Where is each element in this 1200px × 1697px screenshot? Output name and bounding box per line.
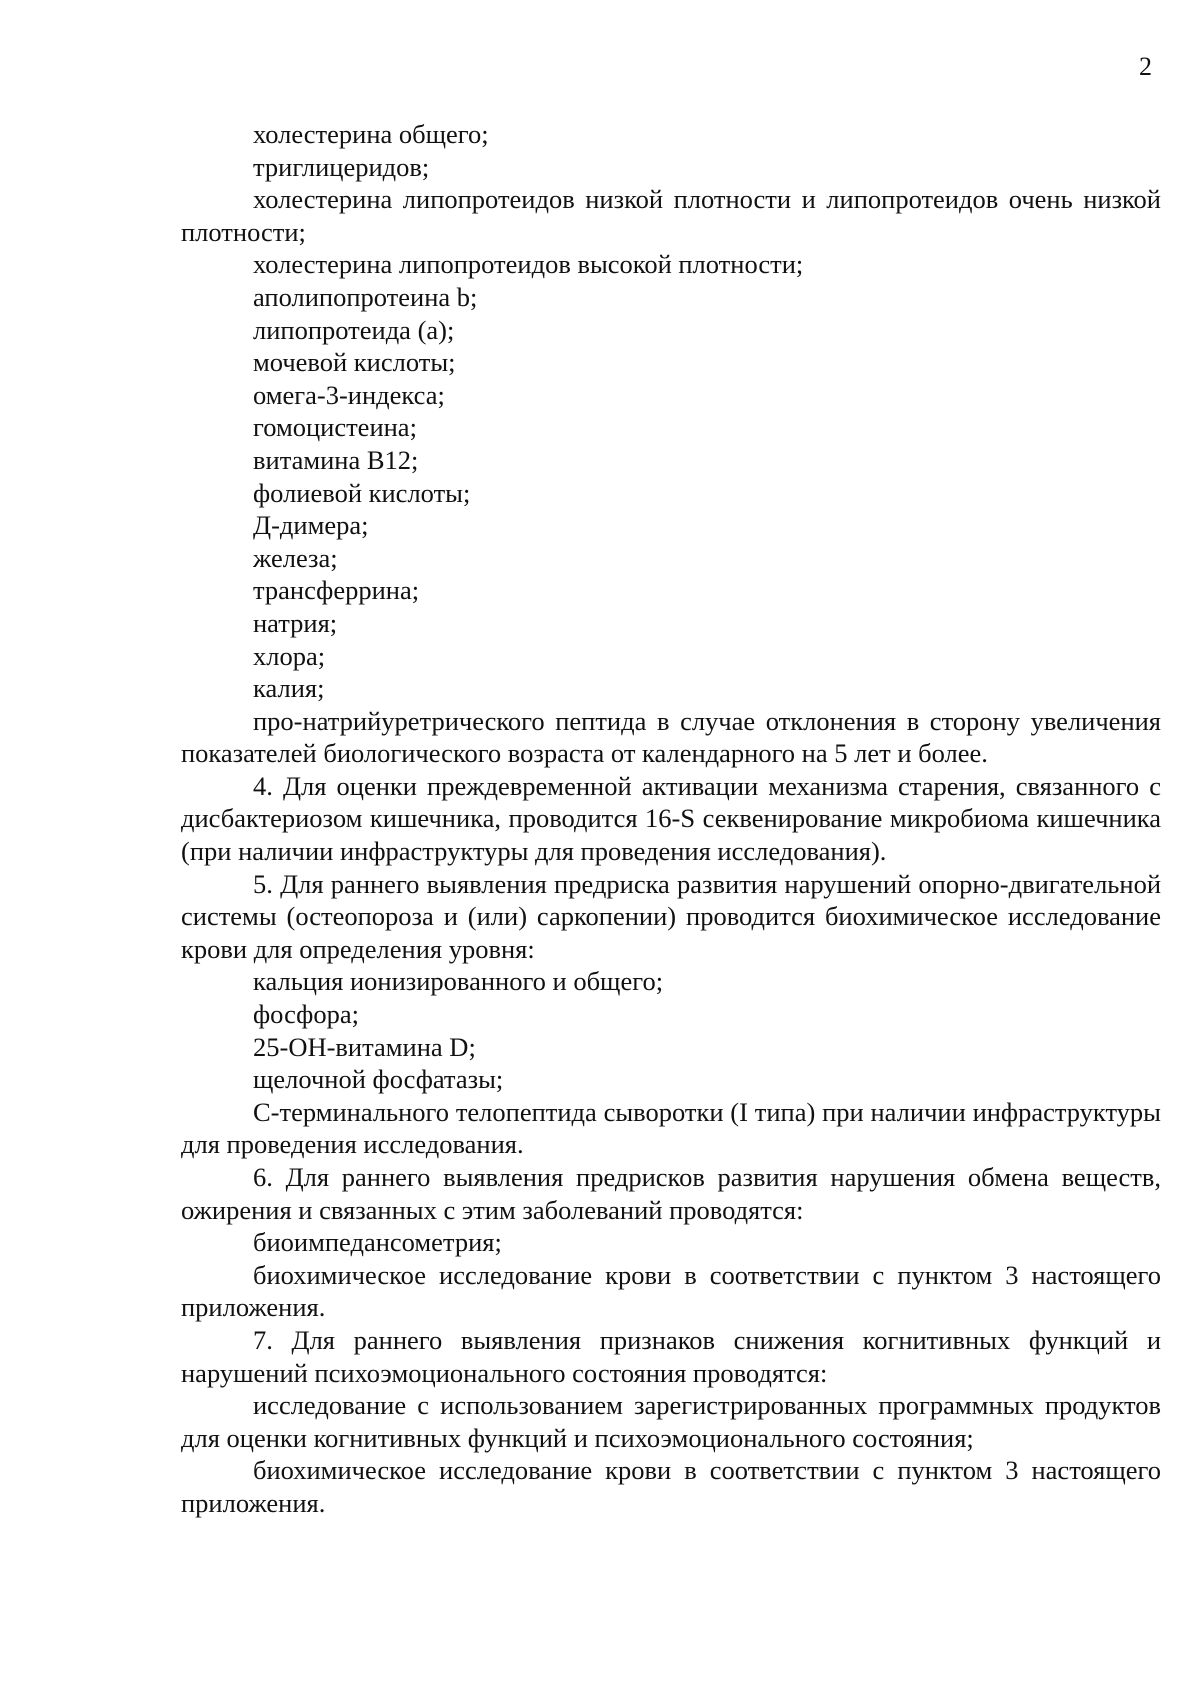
list-item: гомоцистеина; (253, 412, 417, 443)
page-number: 2 (1139, 52, 1152, 81)
paragraph: С-терминального телопептида сыворотки (I типа) при наличии инфраструктуры для проведения исследования. (181, 1096, 1161, 1160)
list-item: витамина В12; (253, 444, 419, 475)
list-item: биоимпедансометрия; (253, 1227, 502, 1258)
list-item: липопротеида (а); (253, 314, 455, 345)
list-item: железа; (253, 542, 338, 573)
list-item: холестерина общего; (253, 119, 489, 149)
list-item: щелочной фосфатазы; (253, 1064, 504, 1095)
paragraph: 6. Для раннего выявления предрисков развития нарушения обмена веществ, ожирения и связанных с этим заболеваний проводятся: (181, 1162, 1161, 1225)
list-item: трансферрина; (253, 575, 420, 606)
paragraph: исследование с использованием зарегистрированных программных продуктов для оценки когнитивных функций и психоэмоционального состояния; (181, 1390, 1161, 1453)
paragraph: 4. Для оценки преждевременной активации механизма старения, связанного с дисбактериозом кишечника, проводится 16-S секвенирование микробиома кишечника (при наличии инфраструктуры для проведения исследования). (181, 770, 1161, 867)
list-item: аполипопротеина b; (253, 281, 478, 312)
list-item: триглицеридов; (253, 151, 430, 182)
paragraph: биохимическое исследование крови в соответствии с пунктом 3 настоящего приложения. (181, 1259, 1161, 1323)
list-item: натрия; (253, 607, 338, 638)
paragraph: про-натрийуретрического пептида в случае отклонения в сторону увеличения показателей биологического возраста от календарного на 5 лет и более. (181, 705, 1161, 769)
paragraph: 5. Для раннего выявления предриска развития нарушений опорно-двигательной системы (остеопороза и (или) саркопении) проводится биохимическое исследование крови для определения уровня: (181, 868, 1161, 964)
paragraph: биохимическое исследование крови в соответствии с пунктом 3 настоящего приложения. (181, 1455, 1161, 1518)
list-item: кальция ионизированного и общего; (253, 966, 664, 997)
list-item: фосфора; (253, 999, 359, 1030)
list-item: холестерина липопротеидов высокой плотности; (253, 249, 804, 280)
list-item: калия; (253, 673, 325, 704)
paragraph: 7. Для раннего выявления признаков снижения когнитивных функций и нарушений психоэмоционального состояния проводятся: (181, 1324, 1161, 1388)
document-body (181, 118, 1161, 1520)
list-item: 25-ОН-витамина D; (253, 1031, 476, 1062)
paragraph: холестерина липопротеидов низкой плотности и липопротеидов очень низкой плотности; (181, 184, 1161, 247)
list-item: мочевой кислоты; (253, 347, 456, 378)
list-item: Д-димера; (253, 510, 369, 541)
list-item: омега-3-индекса; (253, 379, 445, 410)
list-item: фолиевой кислоты; (253, 477, 471, 508)
list-item: хлора; (253, 640, 326, 671)
